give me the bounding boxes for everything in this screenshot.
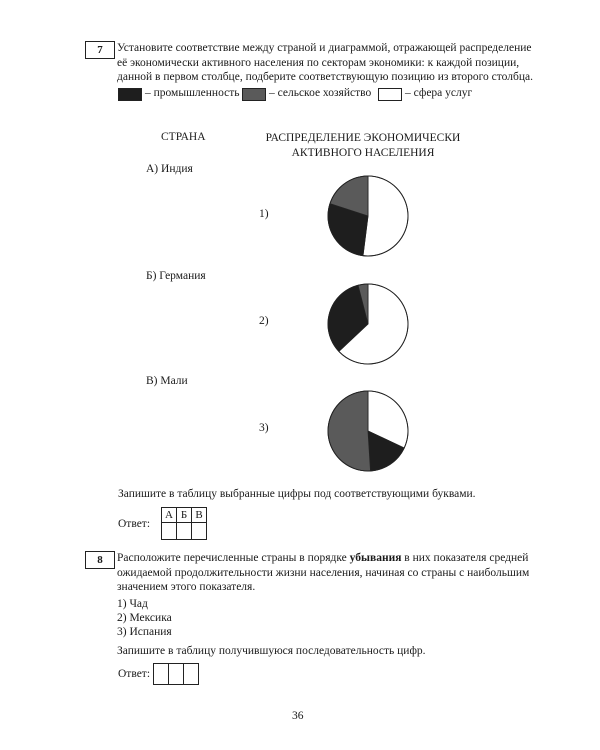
answer-cell-a[interactable] [162,523,177,540]
legend-services-swatch [378,88,402,101]
question-7-answer-table [161,507,207,540]
legend-agriculture-label: – сельское хозяйство [269,87,372,99]
answer-cell-v[interactable] [192,523,207,540]
answer-header-v: В [192,508,207,523]
question-8-line-1-bold: убывания [349,552,402,564]
list-item-spain: 3) Испания [117,626,172,638]
answer-8-cell-2[interactable] [169,664,184,685]
country-mali: В) Мали [146,375,188,387]
answer-8-cell-3[interactable] [184,664,199,685]
diagram-label-2: 2) [259,315,269,327]
question-8-line-1 [117,551,529,566]
question-8-answer-label: Ответ: [118,668,151,680]
question-7-answer-label: Ответ: [118,518,151,530]
question-7-line-3: данной в первом столбце, подберите соответствующую позицию из второго столбца. [117,71,533,83]
answer-header-b: Б [177,508,192,523]
pie-chart-3 [322,385,414,477]
question-7-line-2: её экономически активного населения по секторам экономики: к каждой позиции, [117,56,520,69]
answer-cell-b[interactable] [177,523,192,540]
legend-industry-label: – промышленность [145,87,240,99]
question-8-line-3: значением этого показателя. [117,581,256,593]
question-8-line-2: ожидаемой продолжительности жизни населения, начиная со страны с наибольшим [117,566,530,579]
pie-chart-1 [322,170,414,262]
country-india: А) Индия [146,163,193,175]
question-8-instruction: Запишите в таблицу получившуюся последовательность цифр. [117,645,426,657]
legend-services-label: – сфера услуг [405,87,473,99]
question-number-7: 7 [85,41,115,59]
column-header-country: СТРАНА [161,131,206,143]
question-7-text [117,41,533,85]
question-8-line-1-after: в них показателя средней [404,552,529,564]
column-header-distribution-line-2: АКТИВНОГО НАСЕЛЕНИЯ [291,147,435,159]
question-8-text [117,551,529,595]
legend-agriculture-swatch [242,88,266,101]
diagram-label-3: 3) [259,422,269,434]
page-number: 36 [292,710,304,722]
column-header-distribution [263,131,463,161]
list-item-chad: 1) Чад [117,598,148,610]
legend-industry-swatch [118,88,142,101]
diagram-label-1: 1) [259,208,269,220]
column-header-distribution-line-1: РАСПРЕДЕЛЕНИЕ ЭКОНОМИЧЕСКИ [265,132,461,144]
answer-header-a: А [162,508,177,523]
pie-slice-сельское-хозяйство [328,391,371,471]
question-number-8: 8 [85,551,115,569]
list-item-mexico: 2) Мексика [117,612,172,624]
answer-8-cell-1[interactable] [154,664,169,685]
country-germany: Б) Германия [146,270,206,282]
pie-chart-2 [322,278,414,370]
question-7-instruction: Запишите в таблицу выбранные цифры под соответствующими буквами. [118,488,476,500]
question-7-line-1: Установите соответствие между страной и диаграммой, отражающей распределение [117,42,532,54]
question-8-answer-table [153,663,199,685]
pie-slice-сфера-услуг [363,176,408,256]
question-8-line-1-before: Расположите перечисленные страны в порядке [117,552,347,564]
